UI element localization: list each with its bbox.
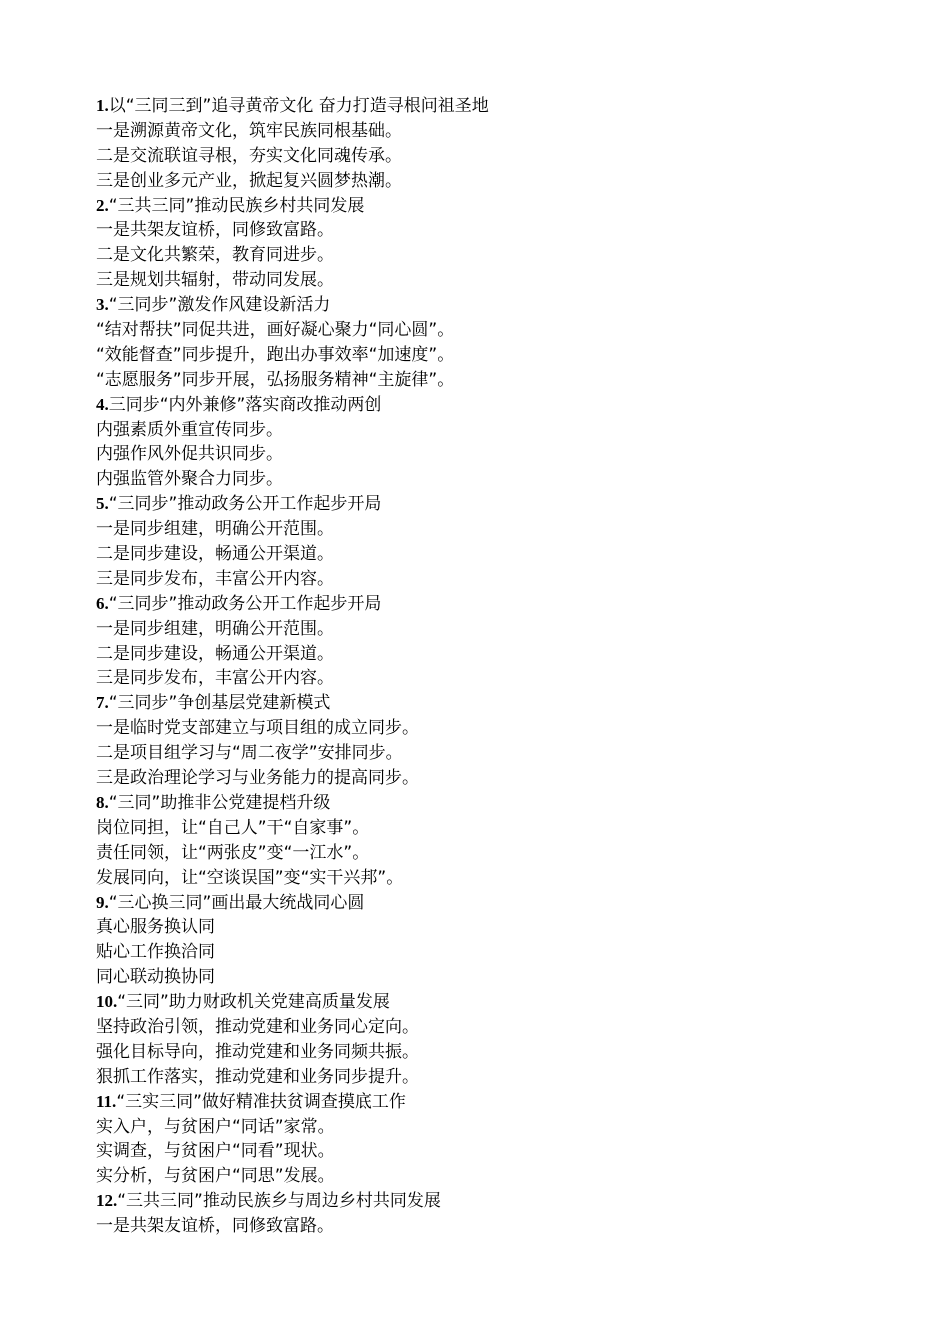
- section-title: 三同步“内外兼修”落实商改推动两创: [108, 394, 382, 415]
- section-title: “三同步”推动政务公开工作起步开局: [108, 494, 382, 515]
- section-heading: [96, 1090, 916, 1115]
- section-item: 一是临时党支部建立与项目组的成立同步。: [96, 718, 419, 739]
- section-item: 责任同领，让“两张皮”变“一江水”。: [96, 842, 370, 863]
- section-item: 二是同步建设，畅通公开渠道。: [96, 643, 334, 664]
- section-item: 同心联动换协同: [96, 967, 215, 988]
- section-item: 二是同步建设，畅通公开渠道。: [96, 544, 334, 565]
- section-item: 一是溯源黄帝文化，筑牢民族同根基础。: [96, 120, 402, 141]
- section-title: “三共三同”推动民族乡村共同发展: [108, 195, 365, 216]
- section-item: 坚持政治引领，推动党建和业务同心定向。: [96, 1016, 419, 1037]
- document-body: [96, 94, 916, 1239]
- section-heading: [96, 492, 916, 517]
- section-item: “效能督查”同步提升，跑出办事效率“加速度”。: [96, 344, 455, 365]
- section-heading: [96, 393, 916, 418]
- section-title: “三同”助推非公党建提档升级: [108, 792, 331, 813]
- section-title: “三同步”激发作风建设新活力: [108, 295, 331, 316]
- section-heading: [96, 1189, 916, 1214]
- section-heading: [96, 691, 916, 716]
- section-item: 内强作风外促共识同步。: [96, 444, 283, 465]
- section-item: 狠抓工作落实，推动党建和业务同步提升。: [96, 1066, 419, 1087]
- section-item: 三是同步发布，丰富公开内容。: [96, 668, 334, 689]
- section-number: 12.: [96, 1191, 118, 1211]
- section-item: 三是政治理论学习与业务能力的提高同步。: [96, 768, 419, 789]
- section-item: “志愿服务”同步开展，弘扬服务精神“主旋律”。: [96, 369, 455, 390]
- section-number: 6.: [96, 593, 109, 613]
- section-title: “三实三同”做好精准扶贫调查摸底工作: [116, 1091, 406, 1112]
- section-item: 二是项目组学习与“周二夜学”安排同步。: [96, 743, 403, 764]
- section-item: 岗位同担，让“自己人”干“自家事”。: [96, 817, 370, 838]
- section-number: 10.: [96, 992, 118, 1012]
- section-number: 8.: [96, 792, 109, 812]
- section-item: “结对帮扶”同促共进，画好凝心聚力“同心圆”。: [96, 320, 455, 341]
- section-number: 4.: [96, 394, 109, 414]
- section-number: 11.: [96, 1091, 117, 1111]
- section-title: “三心换三同”画出最大统战同心圆: [108, 892, 365, 913]
- section-item: 三是规划共辐射，带动同发展。: [96, 270, 334, 291]
- section-number: 9.: [96, 892, 109, 912]
- section-item: 二是交流联谊寻根，夯实文化同魂传承。: [96, 145, 402, 166]
- section-item: 发展同向，让“空谈误国”变“实干兴邦”。: [96, 867, 404, 888]
- section-number: 7.: [96, 693, 109, 713]
- section-item: 强化目标导向，推动党建和业务同频共振。: [96, 1041, 419, 1062]
- section-item: 三是同步发布，丰富公开内容。: [96, 568, 334, 589]
- section-heading: [96, 293, 916, 318]
- section-number: 5.: [96, 494, 109, 514]
- section-heading: [96, 891, 916, 916]
- section-number: 1.: [96, 96, 109, 115]
- section-title: 以“三同三到”追寻黄帝文化 奋力打造寻根问祖圣地: [108, 96, 489, 116]
- section-title: “三同步”争创基层党建新模式: [108, 693, 331, 714]
- section-item: 实分析，与贫困户“同思”发展。: [96, 1166, 335, 1187]
- section-number: 3.: [96, 295, 109, 315]
- section-item: 实入户，与贫困户“同话”家常。: [96, 1116, 335, 1137]
- section-heading: [96, 194, 916, 219]
- section-item: 三是创业多元产业，掀起复兴圆梦热潮。: [96, 170, 402, 191]
- section-item: 一是共架友谊桥，同修致富路。: [96, 1216, 334, 1237]
- section-item: 实调查，与贫困户“同看”现状。: [96, 1141, 335, 1162]
- section-item: 内强监管外聚合力同步。: [96, 469, 283, 490]
- section-heading: [96, 791, 916, 816]
- section-heading: [96, 990, 916, 1015]
- section-item: 二是文化共繁荣，教育同进步。: [96, 245, 334, 266]
- section-heading: [96, 592, 916, 617]
- section-item: 贴心工作换洽同: [96, 942, 215, 963]
- section-title: “三共三同”推动民族乡与周边乡村共同发展: [117, 1191, 441, 1212]
- section-number: 2.: [96, 195, 109, 215]
- section-item: 一是共架友谊桥，同修致富路。: [96, 220, 334, 241]
- section-item: 内强素质外重宣传同步。: [96, 419, 283, 440]
- section-heading: [96, 94, 916, 119]
- section-title: “三同”助力财政机关党建高质量发展: [117, 992, 390, 1013]
- section-item: 一是同步组建，明确公开范围。: [96, 519, 334, 540]
- section-item: 真心服务换认同: [96, 917, 215, 938]
- section-title: “三同步”推动政务公开工作起步开局: [108, 593, 382, 614]
- section-item: 一是同步组建，明确公开范围。: [96, 618, 334, 639]
